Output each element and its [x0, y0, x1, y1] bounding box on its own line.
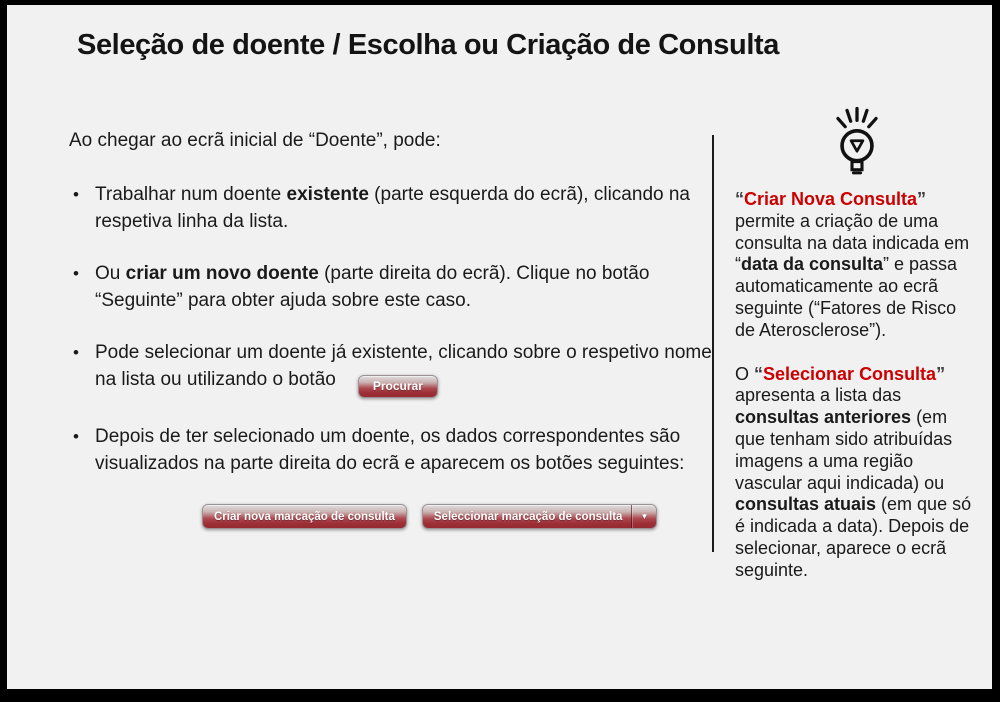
create-consult-highlight: Criar Nova Consulta [744, 189, 918, 209]
page-title: Seleção de doente / Escolha ou Criação de Consulta [77, 29, 779, 61]
seleccionar-marcacao-button[interactable] [422, 504, 657, 529]
select-consult-highlight: Selecionar Consulta [763, 363, 937, 384]
criar-nova-marcacao-button[interactable]: Criar nova marcação de consulta [202, 504, 407, 529]
slide [7, 5, 992, 689]
bullet-item-select-patient [67, 339, 719, 398]
tip-sidebar [735, 103, 979, 582]
bullet-item-existing-patient [67, 181, 719, 235]
bullet-item-new-patient [67, 260, 719, 314]
procurar-button[interactable]: Procurar [358, 375, 438, 398]
bullet-item-after-selection [67, 423, 719, 477]
lightbulb-icon [735, 103, 979, 185]
bullet-text: Depois de ter selecionado um doente, os dados correspondentes são visualizados na parte direita do ecrã e aparecem os botões seguintes: [95, 426, 685, 474]
main-content [67, 127, 719, 502]
seleccionar-marcacao-label: Seleccionar marcação de consulta [433, 510, 623, 523]
bullet-text: Trabalhar num doente existente (parte esquerda do ecrã), clicando na respetiva linha da lista. [95, 184, 690, 232]
consultation-buttons-row [202, 504, 657, 529]
caret-down-icon[interactable]: ▼ [631, 505, 656, 528]
bullet-text: Pode selecionar um doente já existente, clicando sobre o respetivo nome na lista ou utilizando o botão Procurar [95, 342, 712, 390]
bullet-marker: • [73, 264, 79, 283]
tip-paragraph-select-consult: O “Selecionar Consulta” apresenta a lista das consultas anteriores (em que tenham sido atribuídas imagens a uma região vascular aqui indicada) ou consultas atuais (em que só é indicada a data). Depois de selecionar, aparece o ecrã seguinte. [735, 363, 972, 580]
bullet-marker: • [73, 185, 79, 204]
intro-text: Ao chegar ao ecrã inicial de “Doente”, pode: [69, 130, 441, 151]
bullet-marker: • [73, 427, 79, 446]
bullet-text: Ou criar um novo doente (parte direita do ecrã). Clique no botão “Seguinte” para obter ajuda sobre este caso. [95, 263, 650, 311]
bullet-marker: • [73, 343, 79, 362]
tip-paragraph-create-consult: “Criar Nova Consulta” permite a criação de uma consulta na data indicada em “data da consulta” e passa automaticamente ao ecrã seguinte (“Fatores de Risco de Aterosclerose”). [735, 189, 970, 340]
vertical-divider [712, 135, 714, 552]
